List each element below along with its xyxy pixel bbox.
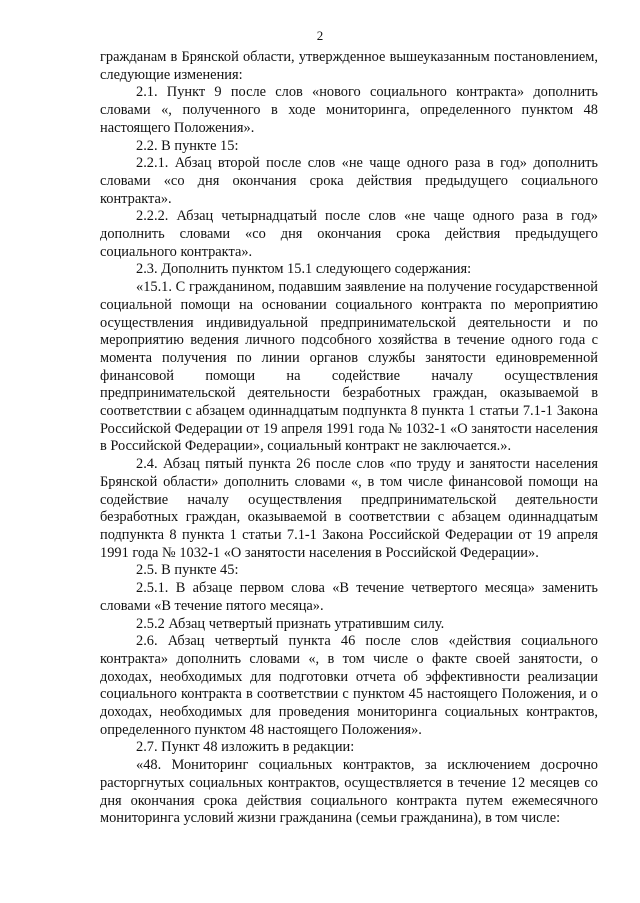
paragraph: 2.6. Абзац четвертый пункта 46 после слов «действия социального контракта» дополнить словами «, в том числе о факте своей занятости, о доходах, необходимых для подготовки отчета об эффективности реализации социального контракта в соответствии с пунктом 45 настоящего Положения, и о доходах, необходимых для проведения мониторинга социальных контрактов, определенного пунктом 48 настоящего Положения». xyxy=(100,633,598,738)
paragraph: 2.5. В пункте 45: xyxy=(136,562,239,579)
paragraph: 2.2.1. Абзац второй после слов «не чаще одного раза в год» дополнить словами «со дня окончания срока действия предыдущего социального контракта». xyxy=(100,155,598,207)
paragraph: «15.1. С гражданином, подавшим заявление на получение государственной социальной помощи на основании социального контракта по мероприятию осуществления индивидуальной предпринимательской деятельности и по мероприятию ведения личного подсобного хозяйства в течение одного года с момента получения по линии органов службы занятости единовременной финансовой помощи на содействие началу осуществления предпринимательской деятельности безработных граждан, оказываемой в соответствии с абзацем одиннадцатым подпункта 8 пункта 1 статьи 7.1-1 Закона Российской Федерации от 19 апреля 1991 года № 1032-1 «О занятости населения в Российской Федерации», социальный контракт не заключается.». xyxy=(100,279,598,455)
paragraph: 2.3. Дополнить пунктом 15.1 следующего содержания: xyxy=(136,261,472,278)
paragraph: 2.2.2. Абзац четырнадцатый после слов «не чаще одного раза в год» дополнить словами «со дня окончания срока действия предыдущего социального контракта». xyxy=(100,208,598,260)
paragraph: 2.2. В пункте 15: xyxy=(136,137,239,154)
page-number: 2 xyxy=(316,28,324,43)
document-body xyxy=(100,49,598,828)
paragraph: 2.4. Абзац пятый пункта 26 после слов «по труду и занятости населения Брянской области» дополнить словами «, в том числе финансовой помощи на содействие началу осуществления предпринимательской деятельности безработных граждан, оказываемой в соответствии с абзацем одиннадцатым подпункта 8 пункта 1 статьи 7.1-1 Закона Российской Федерации от 19 апреля 1991 года № 1032-1 «О занятости населения в Российской Федерации». xyxy=(100,456,598,561)
paragraph: 2.1. Пункт 9 после слов «нового социального контракта» дополнить словами «, полученного в ходе мониторинга, определенного пунктом 48 настоящего Положения». xyxy=(100,84,598,136)
paragraph: 2.7. Пункт 48 изложить в редакции: xyxy=(136,739,355,756)
paragraph: гражданам в Брянской области, утвержденное вышеуказанным постановлением, следующие изменения: xyxy=(100,49,598,83)
paragraph: 2.5.1. В абзаце первом слова «В течение четвертого месяца» заменить словами «В течение пятого месяца». xyxy=(100,580,598,614)
paragraph: «48. Мониторинг социальных контрактов, за исключением досрочно расторгнутых социальных контрактов, осуществляется в течение 12 месяцев со дня окончания срока действия социального контракта путем ежемесячного мониторинга условий жизни гражданина (семьи гражданина), в том числе: xyxy=(100,757,598,827)
paragraph: 2.5.2 Абзац четвертый признать утратившим силу. xyxy=(136,615,445,632)
